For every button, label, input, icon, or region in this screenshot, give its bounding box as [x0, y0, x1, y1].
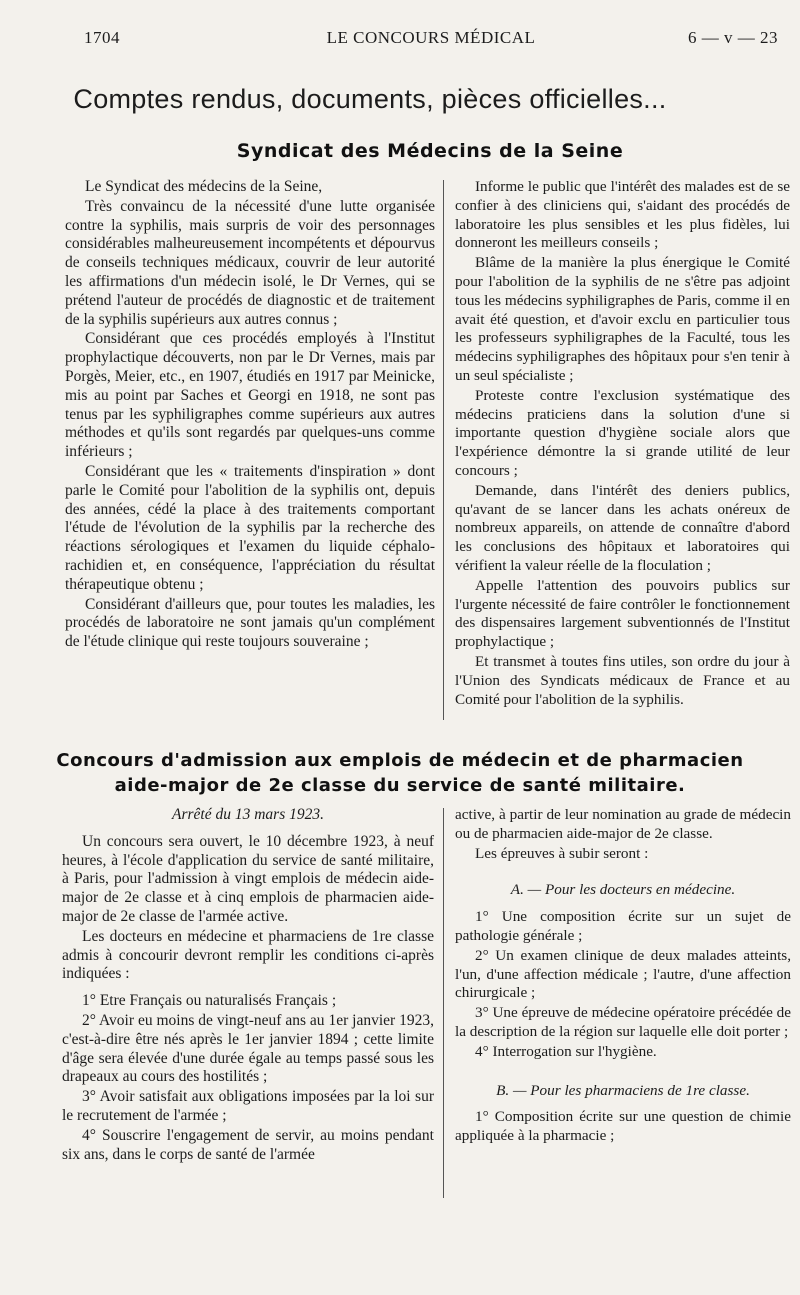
subheading-pharmaciens: B. — Pour les pharmaciens de 1re classe. — [496, 1081, 750, 1099]
paragraph: Un concours sera ouvert, le 10 décembre 1923, à neuf heures, à l'école d'application du service de santé militaire, à Paris, pour l'admission à vingt emplois de médecin aide-major de 2e classe et à cinq emplois de pharmacien aide-major de 2e classe de l'armée active. — [62, 832, 434, 925]
article2-left-column — [62, 806, 434, 1165]
paragraph: active, à partir de leur nomination au grade de médecin ou de pharmacien aide-major de 2e classe. — [455, 806, 791, 842]
condition-item: 3° Avoir satisfait aux obligations imposées par la loi sur le recrutement de l'armée ; — [62, 1088, 434, 1124]
condition-item: 1° Etre Français ou naturalisés Français ; — [82, 992, 337, 1010]
exam-item: 2° Un examen clinique de deux malades atteints, l'un, d'une affection médicale ; l'autre, d'une affection chirurgicale ; — [455, 946, 791, 1002]
exam-item: 1° Une composition écrite sur un sujet de pathologie générale ; — [455, 908, 791, 944]
paragraph: Et transmet à toutes fins utiles, son ordre du jour à l'Union des Syndicats médicaux de France et au Comité pour l'abolition de la syphilis. — [455, 652, 790, 708]
arrete-line: Arrêté du 13 mars 1923. — [172, 806, 324, 823]
exam-item: 1° Composition écrite sur une question de chimie appliquée à la pharmacie ; — [455, 1108, 791, 1145]
article1-right-column — [455, 178, 790, 710]
paragraph: Blâme de la manière la plus énergique le Comité pour l'abolition de la syphilis de ne s'être pas adjoint tous les médecins syphiligraphes de Paris, comme il en avait été question, et d'avoir exclu en particulier tous les professeurs syphiligraphes de la Faculté, tous les médecins syphiligraphes des hôpitaux pour s'en tenir à un seul spécialiste ; — [455, 254, 790, 384]
paragraph: Les épreuves à subir seront : — [475, 844, 649, 862]
title-line: aide-major de 2e classe du service de santé militaire. — [114, 775, 686, 796]
column-divider — [443, 180, 444, 720]
paragraph: Proteste contre l'exclusion systématique des médecins praticiens dans la solution d'une si importante question d'hygiène sociale alors que l'expérience démontre la si grande utilité de leur concours ; — [455, 386, 790, 479]
column-divider — [443, 808, 444, 1198]
article2-right-column — [455, 806, 791, 1147]
subheading-docteurs: A. — Pour les docteurs en médecine. — [510, 881, 736, 899]
condition-item: 4° Souscrire l'engagement de servir, au moins pendant six ans, dans le corps de santé de l'armée — [62, 1126, 434, 1163]
paragraph: Très convaincu de la nécessité d'une lutte organisée contre la syphilis, mais surpris de voir des personnages considérables malheureusement incompétents et dépourvus de conseils techniques médicaux, couvrir de leur autorité les affirmations d'un médecin isolé, le Dr Vernes, qui se prétend l'auteur de procédés de diagnostic et de traitement de la syphilis supérieurs aux autres connus ; — [65, 197, 435, 328]
issue-date: 6 — v — 23 — [688, 28, 778, 47]
journal-title: LE CONCOURS MÉDICAL — [326, 28, 536, 47]
title-line: Concours d'admission aux emplois de médecin et de pharmacien — [56, 750, 744, 771]
paragraph: Informe le public que l'intérêt des malades est de se confier à des cliniciens qui, s'aidant des procédés de laboratoire les plus sensibles et les plus fidèles, lui donneront les meilleurs conseils ; — [455, 178, 790, 252]
section-title: Comptes rendus, documents, pièces officielles... — [73, 84, 667, 114]
page-number: 1704 — [84, 28, 120, 47]
exam-item: 4° Interrogation sur l'hygiène. — [475, 1042, 657, 1060]
paragraph: Le Syndicat des médecins de la Seine, — [85, 178, 323, 195]
condition-item: 2° Avoir eu moins de vingt-neuf ans au 1er janvier 1923, c'est-à-dire être nés après le 1er janvier 1894 ; cette limite d'âge sera élevée d'une durée égale au temps passé sous les drapeaux au cours des hostilités ; — [62, 1011, 434, 1086]
exam-item: 3° Une épreuve de médecine opératoire précédée de la description de la région sur laquelle elle doit porter ; — [455, 1004, 791, 1040]
paragraph: Les docteurs en médecine et pharmaciens de 1re classe admis à concourir devront remplir les conditions ci-après indiquées : — [62, 927, 434, 983]
paragraph: Appelle l'attention des pouvoirs publics sur l'urgente nécessité de faire contrôler le fonctionnement des dispensaires largement subventionnés de l'Institut prophylactique ; — [455, 576, 790, 651]
running-head — [84, 28, 778, 52]
article-title-syndicat: Syndicat des Médecins de la Seine — [236, 140, 624, 162]
paragraph: Demande, dans l'intérêt des deniers publics, qu'avant de se lancer dans les achats onéreux de nombreux appareils, on attende de connaître d'abord les conclusions des hôpitaux et laboratoires qui vérifient la valeur réelle de la floculation ; — [455, 481, 790, 574]
paragraph: Considérant que les « traitements d'inspiration » dont parle le Comité pour l'abolition de la syphilis ont, depuis des années, cédé la place à des traitements comportant l'étude de l'évolution de la syphilis par la recherche des réactions sérologiques et l'examen du liquide céphalo-rachidien et, en conséquence, l'appréciation du résultat thérapeutique obtenu ; — [65, 462, 435, 593]
paragraph: Considérant que ces procédés employés à l'Institut prophylactique découverts, non par le Dr Vernes, mais par Porgès, Meier, etc., en 1907, étudiés en 1917 par Meinicke, mis au point par Saches et Georgi en 1918, ne sont pas tenus par les syphiligraphes comme supérieurs aux autres méthodes et qu'ils sont regardés par quelques-uns comme inférieurs ; — [65, 330, 435, 461]
article-title-concours — [0, 748, 800, 798]
paragraph: Considérant d'ailleurs que, pour toutes les maladies, les procédés de laboratoire ne sont jamais qu'un complément de l'étude clinique qui reste toujours souveraine ; — [65, 595, 435, 651]
article1-left-column — [65, 178, 435, 653]
